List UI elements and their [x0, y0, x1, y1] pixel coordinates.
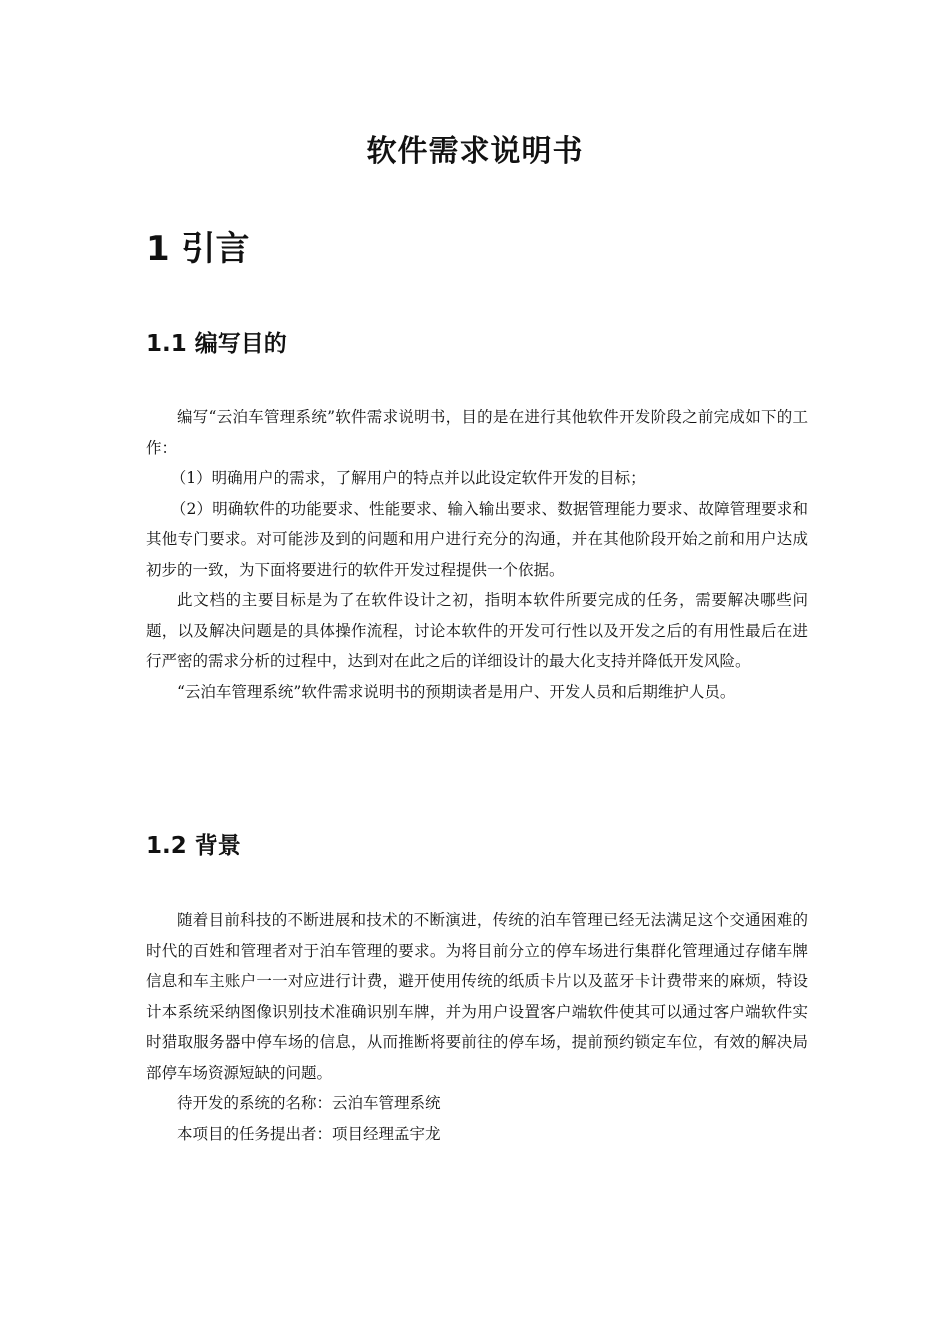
section-heading-introduction: 1 引言 [146, 229, 250, 269]
paragraph: （1）明确用户的需求，了解用户的特点并以此设定软件开发的目标； [170, 469, 646, 487]
paragraph: 待开发的系统的名称：云泊车管理系统 [177, 1094, 441, 1112]
paragraph: （2）明确软件的功能要求、性能要求、输入输出要求、数据管理能力要求、故障管理要求和其他专门要求。对可能涉及到的问题和用户进行充分的沟通，并在其他阶段开始之前和用户达成初步的一致，为下面将要进行的软件开发过程提供一个依据。 [146, 499, 808, 579]
paragraph: “云泊车管理系统”软件需求说明书的预期读者是用户、开发人员和后期维护人员。 [177, 682, 736, 701]
paragraph: 编写“云泊车管理系统”软件需求说明书，目的是在进行其他软件开发阶段之前完成如下的工作： [146, 408, 808, 457]
document-title: 软件需求说明书 [366, 134, 584, 169]
paragraph: 随着目前科技的不断进展和技术的不断演进，传统的泊车管理已经无法满足这个交通困难的时代的百姓和管理者对于泊车管理的要求。为将目前分立的停车场进行集群化管理通过存储车牌信息和车主账户一一对应进行计费，避开使用传统的纸质卡片以及蓝牙卡计费带来的麻烦，特设计本系统采纳图像识别技术准确识别车牌，并为用户设置客户端软件使其可以通过客户端软件实时猎取服务器中停车场的信息，从而推断将要前往的停车场，提前预约锁定车位，有效的解决局部停车场资源短缺的问题。 [146, 911, 808, 1082]
purpose-body [146, 402, 808, 707]
section-heading-purpose: 1.1 编写目的 [146, 331, 287, 357]
paragraph: 此文档的主要目标是为了在软件设计之初，指明本软件所要完成的任务，需要解决哪些问题，以及解决问题是的具体操作流程，讨论本软件的开发可行性以及开发之后的有用性最后在进行严密的需求分析的过程中，达到对在此之后的详细设计的最大化支持并降低开发风险。 [146, 591, 808, 670]
background-body [146, 905, 808, 1149]
paragraph: 本项目的任务提出者：项目经理孟宇龙 [177, 1124, 441, 1143]
section-heading-background: 1.2 背景 [146, 833, 241, 859]
